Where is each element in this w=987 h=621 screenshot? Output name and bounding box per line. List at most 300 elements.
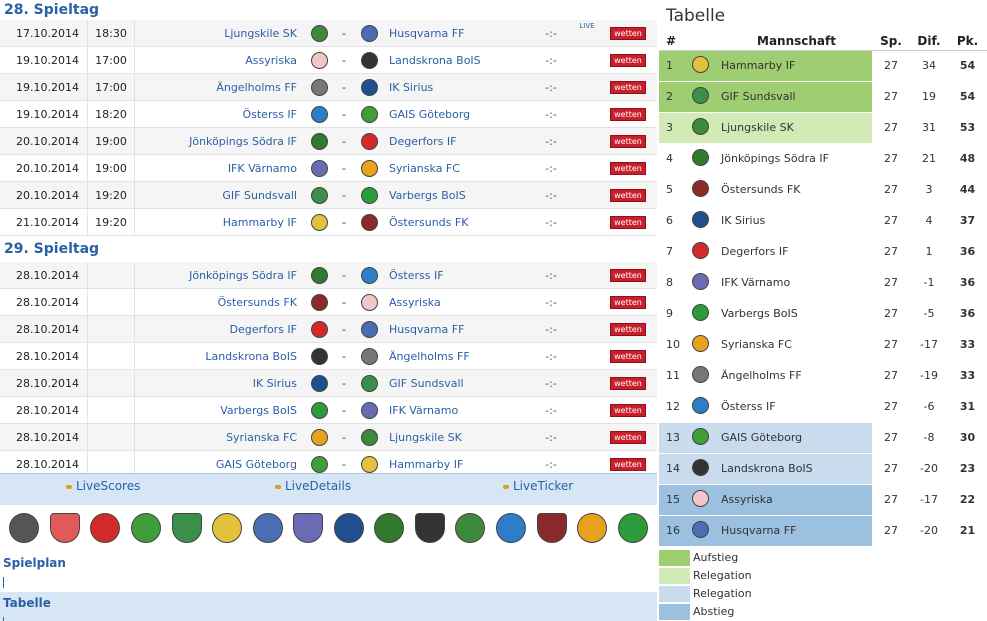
- away-team-link[interactable]: Ljungskile SK: [389, 430, 462, 444]
- home-team-link[interactable]: Varbergs BoIS: [220, 403, 297, 417]
- wetten-button[interactable]: wetten: [610, 350, 646, 363]
- home-team-link[interactable]: Landskrona BoIS: [205, 349, 297, 363]
- match-result: -:-: [545, 457, 557, 471]
- tabelle-link[interactable]: Tabelle: [3, 596, 51, 610]
- bullet-icon: [503, 485, 509, 489]
- row-position: 14: [659, 453, 684, 484]
- match-date: 28.10.2014: [16, 268, 79, 282]
- legend-item: [659, 585, 987, 603]
- match-row: [0, 262, 657, 289]
- wetten-button[interactable]: wetten: [610, 323, 646, 336]
- livedetails-label: LiveDetails: [285, 479, 352, 493]
- wetten-button[interactable]: wetten: [610, 296, 646, 309]
- row-points: 33: [948, 360, 987, 391]
- wetten-button[interactable]: wetten: [610, 135, 646, 148]
- row-team-link[interactable]: Assyriska: [717, 484, 872, 515]
- wetten-button[interactable]: wetten: [610, 189, 646, 202]
- bet-cell: [607, 323, 649, 336]
- row-points: 31: [948, 391, 987, 422]
- away-team-logo-icon: [361, 79, 378, 96]
- team-logo-strip: [0, 506, 657, 550]
- away-team-link[interactable]: Landskrona BoIS: [389, 53, 481, 67]
- team-crest-icon[interactable]: [455, 513, 485, 543]
- match-result: -:-: [545, 376, 557, 390]
- legend-label: Aufstieg: [693, 551, 739, 564]
- home-team-link[interactable]: Österss IF: [242, 107, 297, 121]
- row-played: 27: [872, 50, 910, 81]
- wetten-button[interactable]: wetten: [610, 108, 646, 121]
- match-time: [87, 343, 135, 370]
- home-team-link[interactable]: IFK Värnamo: [227, 161, 297, 175]
- standings-row[interactable]: [659, 422, 987, 453]
- team-logo-icon: [692, 180, 709, 197]
- livescores-label: LiveScores: [76, 479, 141, 493]
- matchday-29-list: [0, 262, 657, 478]
- row-points: 36: [948, 267, 987, 298]
- match-result: -:-: [545, 53, 557, 67]
- match-row: [0, 74, 657, 101]
- team-logo-icon: [692, 242, 709, 259]
- wetten-button[interactable]: wetten: [610, 458, 646, 471]
- row-logo-cell: [684, 205, 717, 236]
- match-time: [87, 316, 135, 343]
- bet-cell: [607, 54, 649, 67]
- header-logo: [684, 32, 717, 50]
- standings-row[interactable]: [659, 205, 987, 236]
- row-team-link[interactable]: Hammarby IF: [717, 50, 872, 81]
- team-crest-icon[interactable]: [618, 513, 648, 543]
- team-crest-icon[interactable]: [374, 513, 404, 543]
- away-team-logo-icon: [361, 52, 378, 69]
- wetten-button[interactable]: wetten: [610, 431, 646, 444]
- match-date: 28.10.2014: [16, 457, 79, 471]
- match-row: [0, 397, 657, 424]
- row-logo-cell: [684, 484, 717, 515]
- wetten-button[interactable]: wetten: [610, 54, 646, 67]
- legend-item: [659, 549, 987, 567]
- row-goal-diff: -20: [910, 515, 948, 546]
- home-team-logo-icon: [311, 456, 328, 473]
- row-points: 23: [948, 453, 987, 484]
- row-goal-diff: 4: [910, 205, 948, 236]
- away-team-logo-icon: [361, 375, 378, 392]
- row-played: 27: [872, 267, 910, 298]
- row-played: 27: [872, 360, 910, 391]
- team-logo-icon: [692, 459, 709, 476]
- standings-row[interactable]: [659, 453, 987, 484]
- spielplan-link[interactable]: Spielplan: [3, 556, 66, 570]
- home-team-logo-icon: [311, 294, 328, 311]
- standings-row[interactable]: [659, 174, 987, 205]
- home-logo-cell: [303, 456, 335, 473]
- standings-row[interactable]: [659, 143, 987, 174]
- away-team-link[interactable]: IFK Värnamo: [389, 403, 459, 417]
- home-team-logo-icon: [311, 402, 328, 419]
- team-crest-icon[interactable]: [537, 513, 567, 543]
- row-team-link[interactable]: IFK Värnamo: [717, 267, 872, 298]
- home-team-link[interactable]: Syrianska FC: [226, 430, 297, 444]
- row-position: 5: [659, 174, 684, 205]
- standings-row[interactable]: [659, 112, 987, 143]
- home-logo-cell: [303, 375, 335, 392]
- away-team-link[interactable]: Husqvarna FF: [389, 322, 465, 336]
- legend-swatch: [659, 550, 690, 566]
- wetten-button[interactable]: wetten: [610, 377, 646, 390]
- row-logo-cell: [684, 453, 717, 484]
- vs-dash: -: [342, 322, 346, 336]
- legend-label: Relegation: [693, 587, 752, 600]
- home-logo-cell: [303, 348, 335, 365]
- vs-dash: -: [342, 457, 346, 471]
- match-date: 28.10.2014: [16, 430, 79, 444]
- away-logo-cell: [353, 348, 385, 365]
- bullet-icon: [275, 485, 281, 489]
- row-team-link[interactable]: Degerfors IF: [717, 236, 872, 267]
- home-logo-cell: [303, 133, 335, 150]
- match-time: [87, 424, 135, 451]
- row-team-link[interactable]: Ljungskile SK: [717, 112, 872, 143]
- row-goal-diff: -19: [910, 360, 948, 391]
- row-team-link[interactable]: Österss IF: [717, 391, 872, 422]
- home-logo-cell: [303, 187, 335, 204]
- wetten-button[interactable]: wetten: [610, 162, 646, 175]
- livedetails-link[interactable]: [275, 479, 351, 493]
- row-played: 27: [872, 515, 910, 546]
- home-logo-cell: [303, 294, 335, 311]
- team-logo-icon: [692, 428, 709, 445]
- row-played: 27: [872, 81, 910, 112]
- standings-row[interactable]: [659, 391, 987, 422]
- row-position: 7: [659, 236, 684, 267]
- bet-cell: [607, 135, 649, 148]
- match-row: [0, 128, 657, 155]
- away-team-link[interactable]: Hammarby IF: [389, 457, 464, 471]
- match-row: [0, 101, 657, 128]
- match-result: -:-: [545, 268, 557, 282]
- spielplan-section: [0, 554, 657, 592]
- team-crest-icon[interactable]: [90, 513, 120, 543]
- match-row: [0, 182, 657, 209]
- home-team-logo-icon: [311, 133, 328, 150]
- vs-dash: -: [342, 430, 346, 444]
- match-result: -:-: [545, 134, 557, 148]
- standings-row[interactable]: [659, 298, 987, 329]
- row-team-link[interactable]: Husqvarna FF: [717, 515, 872, 546]
- row-position: 3: [659, 112, 684, 143]
- away-logo-cell: [353, 402, 385, 419]
- row-points: 53: [948, 112, 987, 143]
- standings-row[interactable]: [659, 267, 987, 298]
- home-team-link[interactable]: Ängelholms FF: [216, 80, 297, 94]
- bet-cell: [607, 269, 649, 282]
- standings-table: [659, 32, 987, 547]
- row-points: 37: [948, 205, 987, 236]
- match-date: 28.10.2014: [16, 322, 79, 336]
- away-team-link[interactable]: Österss IF: [389, 268, 444, 282]
- home-team-link[interactable]: Assyriska: [245, 53, 297, 67]
- row-logo-cell: [684, 174, 717, 205]
- match-date: 28.10.2014: [16, 376, 79, 390]
- row-position: 4: [659, 143, 684, 174]
- away-team-link[interactable]: Östersunds FK: [389, 215, 469, 229]
- team-logo-icon: [692, 521, 709, 538]
- liveticker-link[interactable]: [503, 479, 573, 493]
- row-points: 30: [948, 422, 987, 453]
- row-team-link[interactable]: Landskrona BoIS: [717, 453, 872, 484]
- row-logo-cell: [684, 298, 717, 329]
- row-team-link[interactable]: Ängelholms FF: [717, 360, 872, 391]
- row-position: 13: [659, 422, 684, 453]
- away-logo-cell: [353, 214, 385, 231]
- row-goal-diff: 31: [910, 112, 948, 143]
- standings-row[interactable]: [659, 484, 987, 515]
- match-result: -:-: [545, 349, 557, 363]
- match-time: [87, 262, 135, 289]
- row-team-link[interactable]: GIF Sundsvall: [717, 81, 872, 112]
- wetten-button[interactable]: wetten: [610, 269, 646, 282]
- home-logo-cell: [303, 321, 335, 338]
- match-time: 17:00: [87, 47, 135, 74]
- match-result: -:-: [545, 403, 557, 417]
- home-logo-cell: [303, 160, 335, 177]
- match-date: 28.10.2014: [16, 295, 79, 309]
- away-team-logo-icon: [361, 25, 378, 42]
- standings-row[interactable]: [659, 50, 987, 81]
- bet-cell: [607, 162, 649, 175]
- vs-dash: -: [342, 295, 346, 309]
- home-team-link[interactable]: IK Sirius: [252, 376, 297, 390]
- team-crest-icon[interactable]: [9, 513, 39, 543]
- row-points: 54: [948, 81, 987, 112]
- match-time: [87, 289, 135, 316]
- row-team-link[interactable]: IK Sirius: [717, 205, 872, 236]
- bet-cell: [607, 296, 649, 309]
- match-row: [0, 209, 657, 236]
- row-played: 27: [872, 391, 910, 422]
- bet-cell: [607, 404, 649, 417]
- match-result: -:-: [545, 295, 557, 309]
- row-points: 36: [948, 236, 987, 267]
- match-time: 19:20: [87, 182, 135, 209]
- home-team-link[interactable]: GIF Sundsvall: [222, 188, 297, 202]
- match-time: 19:00: [87, 155, 135, 182]
- row-goal-diff: -6: [910, 391, 948, 422]
- matchday-28-list: [0, 20, 657, 236]
- team-logo-icon: [692, 366, 709, 383]
- wetten-button[interactable]: wetten: [610, 216, 646, 229]
- row-team-link[interactable]: Östersunds FK: [717, 174, 872, 205]
- away-team-link[interactable]: Husqvarna FF: [389, 26, 465, 40]
- team-crest-icon[interactable]: [415, 513, 445, 543]
- match-result: -:-: [545, 80, 557, 94]
- home-team-logo-icon: [311, 187, 328, 204]
- row-team-link[interactable]: GAIS Göteborg: [717, 422, 872, 453]
- row-position: 6: [659, 205, 684, 236]
- away-team-link[interactable]: GIF Sundsvall: [389, 376, 464, 390]
- home-team-logo-icon: [311, 79, 328, 96]
- home-team-link[interactable]: Hammarby IF: [222, 215, 297, 229]
- standings-title: Tabelle: [659, 0, 987, 32]
- row-position: 8: [659, 267, 684, 298]
- matchday-title: 29. Spieltag: [0, 236, 657, 262]
- row-goal-diff: 21: [910, 143, 948, 174]
- home-team-link[interactable]: Ljungskile SK: [224, 26, 297, 40]
- row-played: 27: [872, 484, 910, 515]
- row-points: 36: [948, 298, 987, 329]
- row-logo-cell: [684, 267, 717, 298]
- away-logo-cell: [353, 25, 385, 42]
- bet-cell: [607, 216, 649, 229]
- match-time: [87, 397, 135, 424]
- row-team-link[interactable]: Jönköpings Södra IF: [717, 143, 872, 174]
- text-caret: [3, 617, 4, 621]
- team-crest-icon[interactable]: [577, 513, 607, 543]
- team-logo-icon: [692, 211, 709, 228]
- header-team: Mannschaft: [717, 32, 872, 50]
- home-team-logo-icon: [311, 106, 328, 123]
- wetten-button[interactable]: wetten: [610, 404, 646, 417]
- away-team-logo-icon: [361, 456, 378, 473]
- vs-dash: -: [342, 53, 346, 67]
- bet-cell: [607, 350, 649, 363]
- match-date: 21.10.2014: [16, 215, 79, 229]
- bullet-icon: [66, 485, 72, 489]
- match-row: [0, 155, 657, 182]
- away-logo-cell: [353, 106, 385, 123]
- team-crest-icon[interactable]: [131, 513, 161, 543]
- match-date: 20.10.2014: [16, 188, 79, 202]
- home-logo-cell: [303, 214, 335, 231]
- home-team-link[interactable]: Jönköpings Södra IF: [189, 268, 297, 282]
- row-position: 10: [659, 329, 684, 360]
- home-logo-cell: [303, 429, 335, 446]
- team-logo-icon: [692, 397, 709, 414]
- home-team-logo-icon: [311, 25, 328, 42]
- home-team-logo-icon: [311, 52, 328, 69]
- away-team-logo-icon: [361, 160, 378, 177]
- row-played: 27: [872, 143, 910, 174]
- home-team-logo-icon: [311, 348, 328, 365]
- standings-header-row: [659, 32, 987, 50]
- row-played: 27: [872, 205, 910, 236]
- away-team-logo-icon: [361, 133, 378, 150]
- legend-swatch: [659, 604, 690, 620]
- home-team-logo-icon: [311, 321, 328, 338]
- team-logo-icon: [692, 56, 709, 73]
- legend-item: [659, 567, 987, 585]
- wetten-button[interactable]: wetten: [610, 27, 646, 40]
- team-crest-icon[interactable]: [172, 513, 202, 543]
- wetten-button[interactable]: wetten: [610, 81, 646, 94]
- standings-row[interactable]: [659, 236, 987, 267]
- home-team-link[interactable]: GAIS Göteborg: [215, 457, 297, 471]
- row-position: 16: [659, 515, 684, 546]
- away-team-link[interactable]: Syrianska FC: [389, 161, 460, 175]
- standings-row[interactable]: [659, 81, 987, 112]
- match-row: [0, 20, 657, 47]
- away-team-link[interactable]: Degerfors IF: [389, 134, 457, 148]
- vs-dash: -: [342, 107, 346, 121]
- header-sp: Sp.: [872, 32, 910, 50]
- row-played: 27: [872, 236, 910, 267]
- row-goal-diff: 34: [910, 50, 948, 81]
- bet-cell: [607, 458, 649, 471]
- away-team-logo-icon: [361, 294, 378, 311]
- match-time: 19:00: [87, 128, 135, 155]
- row-goal-diff: -5: [910, 298, 948, 329]
- away-logo-cell: [353, 52, 385, 69]
- away-logo-cell: [353, 429, 385, 446]
- header-pos: #: [659, 32, 684, 50]
- team-crest-icon[interactable]: [212, 513, 242, 543]
- away-logo-cell: [353, 321, 385, 338]
- away-team-link[interactable]: Assyriska: [389, 295, 441, 309]
- row-logo-cell: [684, 422, 717, 453]
- row-team-link[interactable]: Varbergs BoIS: [717, 298, 872, 329]
- standings-row[interactable]: [659, 360, 987, 391]
- away-team-link[interactable]: GAIS Göteborg: [389, 107, 471, 121]
- team-logo-icon: [692, 273, 709, 290]
- home-team-logo-icon: [311, 429, 328, 446]
- row-logo-cell: [684, 515, 717, 546]
- away-logo-cell: [353, 456, 385, 473]
- row-logo-cell: [684, 236, 717, 267]
- home-team-link[interactable]: Degerfors IF: [229, 322, 297, 336]
- home-team-logo-icon: [311, 375, 328, 392]
- away-logo-cell: [353, 267, 385, 284]
- match-result: -:-: [545, 188, 557, 202]
- row-played: 27: [872, 422, 910, 453]
- match-row: [0, 424, 657, 451]
- match-date: 19.10.2014: [16, 107, 79, 121]
- team-crest-icon[interactable]: [50, 513, 80, 543]
- livescores-link[interactable]: [66, 479, 140, 493]
- matchday-title: 28. Spieltag: [0, 0, 657, 20]
- bet-cell: [607, 81, 649, 94]
- standings-row[interactable]: [659, 329, 987, 360]
- home-logo-cell: [303, 106, 335, 123]
- row-points: 22: [948, 484, 987, 515]
- home-team-link[interactable]: Östersunds FK: [217, 295, 297, 309]
- team-crest-icon[interactable]: [293, 513, 323, 543]
- home-team-link[interactable]: Jönköpings Södra IF: [189, 134, 297, 148]
- away-team-link[interactable]: Ängelholms FF: [389, 349, 470, 363]
- away-team-link[interactable]: Varbergs BoIS: [389, 188, 466, 202]
- standings-row[interactable]: [659, 515, 987, 546]
- row-played: 27: [872, 453, 910, 484]
- match-date: 20.10.2014: [16, 161, 79, 175]
- away-team-logo-icon: [361, 106, 378, 123]
- row-goal-diff: 1: [910, 236, 948, 267]
- tabelle-section: [0, 592, 657, 621]
- row-played: 27: [872, 329, 910, 360]
- row-points: 44: [948, 174, 987, 205]
- standings-body: [659, 50, 987, 546]
- team-crest-icon[interactable]: [496, 513, 526, 543]
- standings-panel: [659, 0, 987, 621]
- away-team-link[interactable]: IK Sirius: [389, 80, 434, 94]
- match-time: [87, 370, 135, 397]
- row-team-link[interactable]: Syrianska FC: [717, 329, 872, 360]
- row-goal-diff: -17: [910, 329, 948, 360]
- match-date: 28.10.2014: [16, 403, 79, 417]
- team-crest-icon[interactable]: [334, 513, 364, 543]
- live-badge[interactable]: LIVE: [579, 22, 595, 30]
- home-logo-cell: [303, 402, 335, 419]
- vs-dash: -: [342, 134, 346, 148]
- text-caret: [3, 577, 4, 588]
- team-crest-icon[interactable]: [253, 513, 283, 543]
